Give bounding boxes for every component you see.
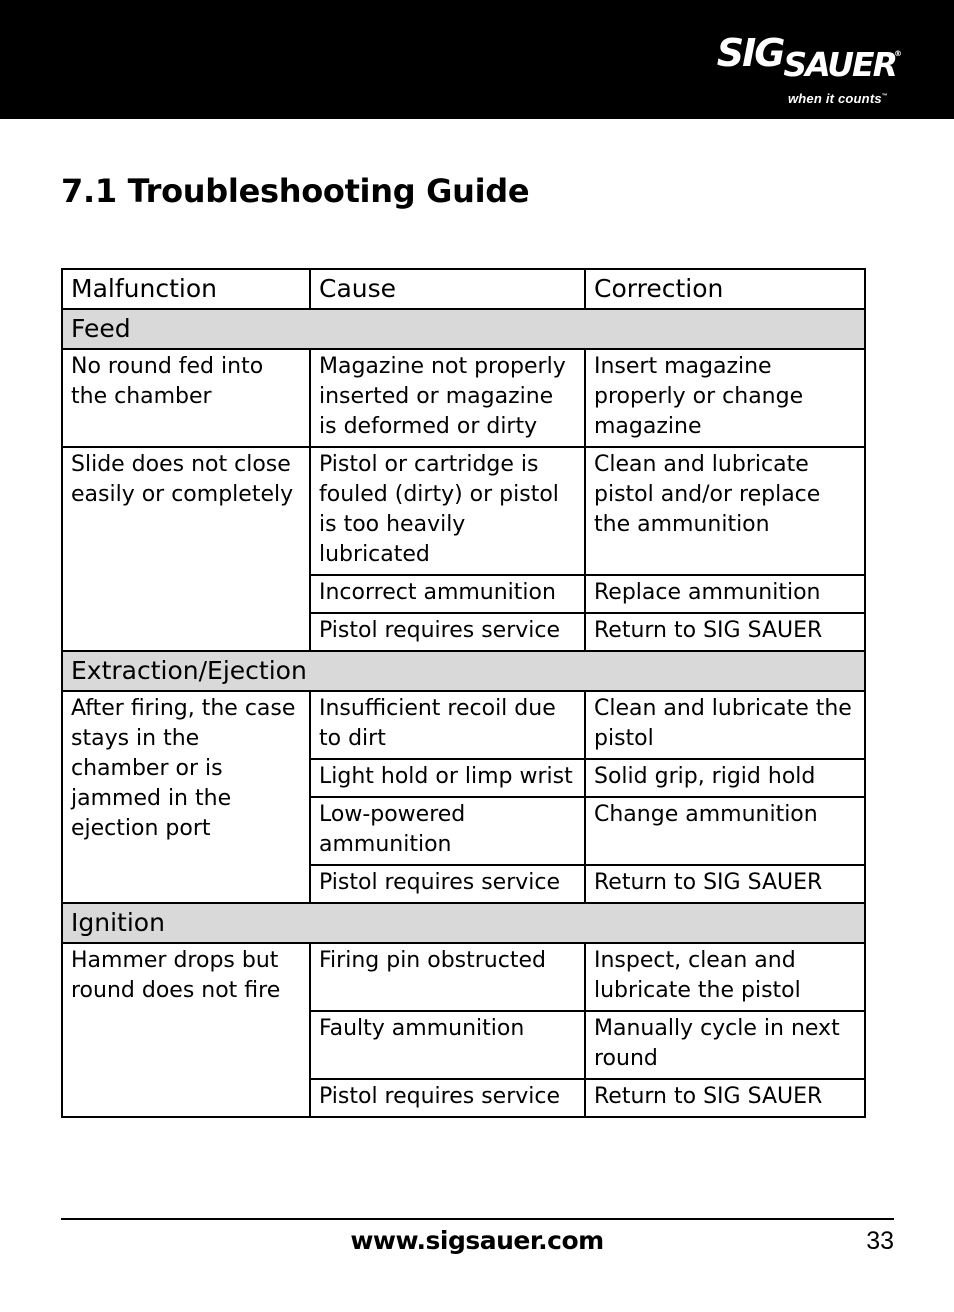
section-label-extraction: Extraction/Ejection: [62, 651, 865, 691]
cause-cell: Light hold or limp wrist: [310, 759, 585, 797]
sig-sauer-logo: [716, 31, 902, 108]
correction-cell: Inspect, clean and lubricate the pistol: [585, 943, 865, 1011]
malfunction-cell: No round fed into the chamber: [62, 349, 310, 447]
footer-website-url: www.sigsauer.com: [350, 1226, 604, 1255]
malfunction-cell: Slide does not close easily or completely: [62, 447, 310, 651]
correction-cell: Manually cycle in next round: [585, 1011, 865, 1079]
section-row-extraction: [62, 651, 865, 691]
correction-cell: Replace ammunition: [585, 575, 865, 613]
cause-cell: Pistol requires service: [310, 613, 585, 651]
cause-cell: Pistol requires service: [310, 865, 585, 903]
table-row: [62, 943, 865, 1011]
cause-cell: Pistol requires service: [310, 1079, 585, 1117]
section-row-feed: [62, 309, 865, 349]
correction-cell: Insert magazine properly or change magazine: [585, 349, 865, 447]
table-header-row: [62, 269, 865, 309]
footer-divider: [61, 1218, 894, 1220]
logo-tagline: [788, 91, 888, 106]
correction-cell: Clean and lubricate the pistol: [585, 691, 865, 759]
correction-cell: Return to SIG SAUER: [585, 1079, 865, 1117]
column-header-malfunction: Malfunction: [62, 269, 310, 309]
logo-tagline-text: when it counts: [787, 91, 882, 106]
logo-wordmark: [716, 31, 902, 84]
table-row: [62, 447, 865, 575]
correction-cell: Return to SIG SAUER: [585, 865, 865, 903]
correction-cell: Solid grip, rigid hold: [585, 759, 865, 797]
page-number: 33: [866, 1227, 894, 1255]
cause-cell: Firing pin obstructed: [310, 943, 585, 1011]
logo-sig: SIG: [716, 31, 784, 75]
malfunction-cell: After firing, the case stays in the chamber or is jammed in the ejection port: [62, 691, 310, 903]
logo-sauer: SAUER: [783, 45, 896, 84]
malfunction-cell: Hammer drops but round does not fire: [62, 943, 310, 1117]
troubleshooting-table: [61, 268, 866, 1118]
logo-registered-mark: ®: [894, 49, 902, 58]
cause-cell: Magazine not properly inserted or magazine is deformed or dirty: [310, 349, 585, 447]
page-title: 7.1 Troubleshooting Guide: [61, 172, 530, 210]
column-header-cause: Cause: [310, 269, 585, 309]
section-row-ignition: [62, 903, 865, 943]
table-row: [62, 691, 865, 759]
cause-cell: Faulty ammunition: [310, 1011, 585, 1079]
correction-cell: Return to SIG SAUER: [585, 613, 865, 651]
correction-cell: Change ammunition: [585, 797, 865, 865]
section-label-feed: Feed: [62, 309, 865, 349]
cause-cell: Low-powered ammunition: [310, 797, 585, 865]
header-bar: [0, 0, 954, 119]
column-header-correction: Correction: [585, 269, 865, 309]
section-label-ignition: Ignition: [62, 903, 865, 943]
cause-cell: Incorrect ammunition: [310, 575, 585, 613]
table-row: [62, 349, 865, 447]
logo-trademark: ™: [881, 93, 888, 100]
cause-cell: Pistol or cartridge is fouled (dirty) or pistol is too heavily lubricated: [310, 447, 585, 575]
cause-cell: Insufficient recoil due to dirt: [310, 691, 585, 759]
correction-cell: Clean and lubricate pistol and/or replace the ammunition: [585, 447, 865, 575]
